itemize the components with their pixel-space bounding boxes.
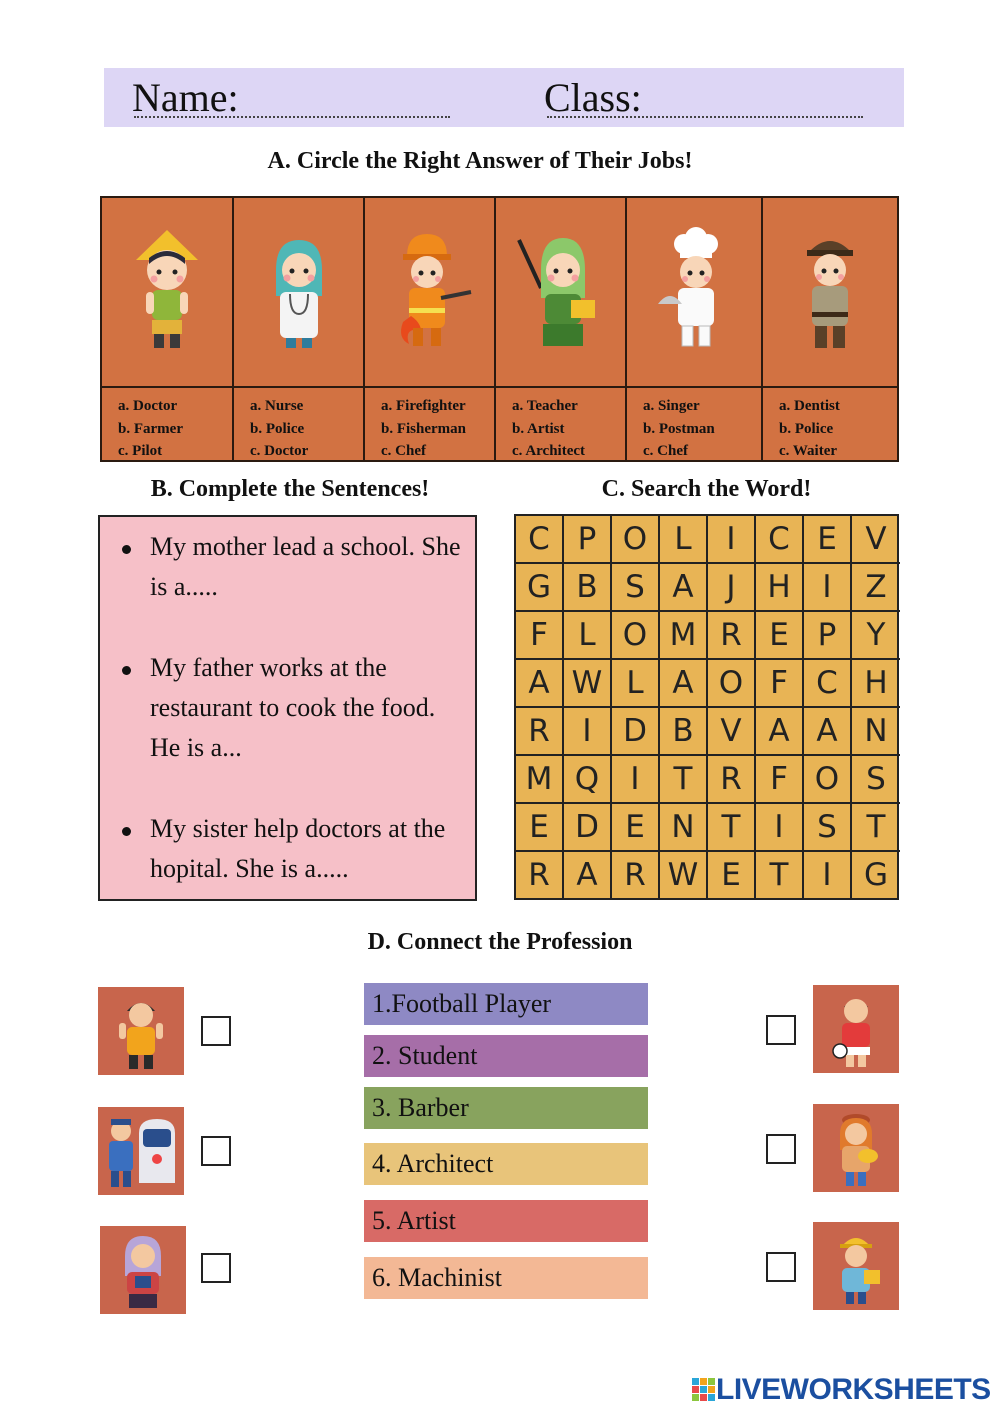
job-options-6 (779, 395, 840, 463)
name-label: Name: (132, 75, 239, 120)
job-picture-5 (627, 198, 761, 388)
job-cell-5 (627, 198, 763, 460)
sentence-3: My sister help doctors at the hopital. She is a..... (150, 814, 446, 883)
sentence-1: My mother lead a school. She is a..... (150, 532, 461, 601)
name-class-header (104, 68, 904, 127)
option-b[interactable]: b. Postman (643, 420, 715, 437)
word-cell[interactable]: H (852, 660, 900, 708)
profession-5[interactable] (364, 1200, 648, 1242)
word-cell[interactable]: F (516, 612, 564, 660)
liveworksheets-logo (692, 1372, 991, 1408)
option-c[interactable]: c. Doctor (250, 443, 309, 459)
word-cell[interactable]: F (756, 756, 804, 804)
word-cell[interactable]: A (564, 852, 612, 900)
teacher-icon (511, 226, 611, 356)
option-c[interactable]: c. Pilot (118, 443, 163, 459)
name-field-line[interactable] (134, 116, 450, 118)
doctor-icon (264, 226, 334, 356)
word-cell[interactable]: B (564, 564, 612, 612)
bullet-3 (122, 827, 131, 836)
word-cell[interactable]: I (804, 564, 852, 612)
logo-text: LIVEWORKSHEETS (716, 1373, 991, 1406)
architect-icon (826, 1228, 886, 1308)
profession-3[interactable] (364, 1087, 648, 1129)
firefighter-icon (385, 226, 475, 356)
word-cell[interactable]: J (708, 564, 756, 612)
option-a[interactable]: a. Firefighter (381, 398, 466, 414)
word-cell[interactable]: L (660, 516, 708, 564)
word-cell[interactable]: N (660, 804, 708, 852)
word-cell[interactable]: O (804, 756, 852, 804)
job-options-2 (250, 395, 308, 463)
job-cell-1 (102, 198, 234, 460)
farmer-icon (132, 226, 202, 356)
profession-2-label: 2. Student (372, 1041, 478, 1070)
word-cell[interactable]: O (612, 612, 660, 660)
word-cell[interactable]: R (612, 852, 660, 900)
section-c-title: C. Search the Word! (601, 476, 812, 502)
word-cell[interactable]: W (564, 660, 612, 708)
word-cell[interactable]: P (564, 516, 612, 564)
word-cell[interactable]: A (516, 660, 564, 708)
job-picture-3 (365, 198, 494, 388)
class-field-line[interactable] (547, 116, 863, 118)
left-checkbox-2[interactable] (201, 1136, 231, 1166)
word-cell[interactable]: I (756, 804, 804, 852)
sentence-2: My father works at the restaurant to cook the food. He is a... (150, 653, 436, 762)
word-cell[interactable]: T (852, 804, 900, 852)
word-search-grid (514, 514, 899, 900)
word-cell[interactable]: C (804, 660, 852, 708)
word-cell[interactable]: S (804, 804, 852, 852)
student-icon (113, 1232, 173, 1312)
word-cell[interactable]: G (863, 857, 889, 893)
left-picture-2 (98, 1107, 184, 1195)
football-player-icon (826, 991, 886, 1071)
word-cell[interactable]: B (660, 708, 708, 756)
option-a[interactable]: a. Nurse (250, 398, 304, 414)
job-cell-3 (365, 198, 496, 460)
jobs-grid (100, 196, 899, 462)
word-cell[interactable]: A (756, 708, 804, 756)
left-checkbox-3[interactable] (201, 1253, 231, 1283)
job-options-5 (643, 395, 715, 463)
word-cell[interactable]: P (804, 612, 852, 660)
option-c[interactable]: c. Waiter (779, 443, 838, 459)
barber-icon (111, 993, 171, 1073)
option-c[interactable]: c. Architect (512, 443, 586, 459)
right-checkbox-2[interactable] (766, 1134, 796, 1164)
word-cell[interactable]: M (660, 612, 708, 660)
right-picture-2 (813, 1104, 899, 1192)
chef-icon (654, 226, 734, 356)
job-picture-4 (496, 198, 625, 388)
class-label: Class: (544, 75, 642, 120)
section-b-title: B. Complete the Sentences! (150, 476, 430, 502)
job-picture-2 (234, 198, 363, 388)
option-b[interactable]: b. Artist (512, 420, 565, 437)
word-cell[interactable]: S (612, 564, 660, 612)
word-cell[interactable]: I (804, 852, 852, 900)
word-cell[interactable]: A (660, 564, 708, 612)
word-cell[interactable]: R (708, 612, 756, 660)
bullet-1 (122, 545, 131, 554)
word-cell[interactable]: R (516, 708, 564, 756)
word-cell[interactable]: I (708, 516, 756, 564)
option-c[interactable]: c. Chef (381, 443, 426, 459)
police-icon (795, 226, 865, 356)
profession-2[interactable] (364, 1035, 648, 1077)
right-picture-1 (813, 985, 899, 1073)
section-a-title: A. Circle the Right Answer of Their Jobs! (267, 148, 693, 174)
word-cell[interactable]: A (660, 660, 708, 708)
word-cell[interactable]: L (612, 660, 660, 708)
word-cell[interactable]: E (756, 612, 804, 660)
word-cell[interactable]: O (612, 516, 660, 564)
word-cell[interactable]: G (516, 564, 564, 612)
word-cell[interactable]: I (564, 708, 612, 756)
option-b[interactable]: b. Fisherman (381, 420, 467, 437)
word-cell[interactable]: O (708, 660, 756, 708)
word-cell[interactable]: M (516, 756, 564, 804)
word-cell[interactable]: T (708, 804, 756, 852)
word-cell[interactable]: S (852, 756, 900, 804)
right-checkbox-3[interactable] (766, 1252, 796, 1282)
word-cell[interactable]: R (708, 756, 756, 804)
word-cell[interactable]: F (756, 660, 804, 708)
word-cell[interactable]: W (660, 852, 708, 900)
left-checkbox-1[interactable] (201, 1016, 231, 1046)
word-cell[interactable]: V (852, 516, 900, 564)
artist-icon (826, 1110, 886, 1190)
job-cell-6 (763, 198, 897, 460)
bullet-2 (122, 666, 131, 675)
profession-5-label: 5. Artist (372, 1206, 456, 1235)
profession-6-label: 6. Machinist (372, 1263, 502, 1292)
job-cell-2 (234, 198, 365, 460)
job-options-3 (381, 395, 466, 463)
left-picture-1 (98, 987, 184, 1075)
option-b[interactable]: b. Police (250, 420, 305, 437)
word-cell[interactable]: H (756, 564, 804, 612)
logo-grid-icon (692, 1378, 716, 1402)
right-picture-3 (813, 1222, 899, 1310)
profession-6[interactable] (364, 1257, 648, 1299)
profession-4[interactable] (364, 1143, 648, 1185)
option-a[interactable]: a. Teacher (512, 398, 578, 414)
profession-3-label: 3. Barber (372, 1093, 469, 1122)
word-cell[interactable]: E (612, 804, 660, 852)
word-cell[interactable]: T (756, 852, 804, 900)
option-b[interactable]: b. Farmer (118, 420, 183, 437)
job-options-1 (118, 395, 183, 463)
word-cell[interactable]: A (804, 708, 852, 756)
word-cell[interactable]: I (612, 756, 660, 804)
word-cell[interactable]: R (516, 852, 564, 900)
option-a[interactable]: a. Doctor (118, 398, 178, 414)
option-a[interactable]: a. Dentist (779, 398, 840, 414)
word-cell[interactable]: C (516, 516, 564, 564)
word-cell[interactable]: T (660, 756, 708, 804)
machinist-icon (103, 1113, 179, 1193)
job-cell-4 (496, 198, 627, 460)
word-cell[interactable]: C (756, 516, 804, 564)
word-cell[interactable]: D (564, 804, 612, 852)
job-picture-1 (102, 198, 232, 388)
section-d-title: D. Connect the Profession (367, 929, 633, 955)
job-picture-6 (763, 198, 897, 388)
profession-4-label: 4. Architect (372, 1149, 494, 1178)
word-cell[interactable]: E (516, 804, 564, 852)
job-options-4 (512, 395, 585, 463)
right-checkbox-1[interactable] (766, 1015, 796, 1045)
word-cell[interactable]: L (564, 612, 612, 660)
option-b[interactable]: b. Police (779, 420, 834, 437)
sentences-box (98, 515, 477, 901)
word-cell[interactable]: N (852, 708, 900, 756)
word-cell[interactable]: E (804, 516, 852, 564)
word-cell[interactable]: E (708, 852, 756, 900)
left-picture-3 (100, 1226, 186, 1314)
word-cell[interactable]: D (612, 708, 660, 756)
profession-1[interactable] (364, 983, 648, 1025)
option-a[interactable]: a. Singer (643, 398, 700, 414)
profession-1-label: 1.Football Player (372, 989, 552, 1018)
word-cell[interactable]: V (708, 708, 756, 756)
word-cell[interactable]: Q (564, 756, 612, 804)
option-c[interactable]: c. Chef (643, 443, 688, 459)
word-cell[interactable]: Y (852, 612, 900, 660)
word-cell[interactable]: Z (852, 564, 900, 612)
